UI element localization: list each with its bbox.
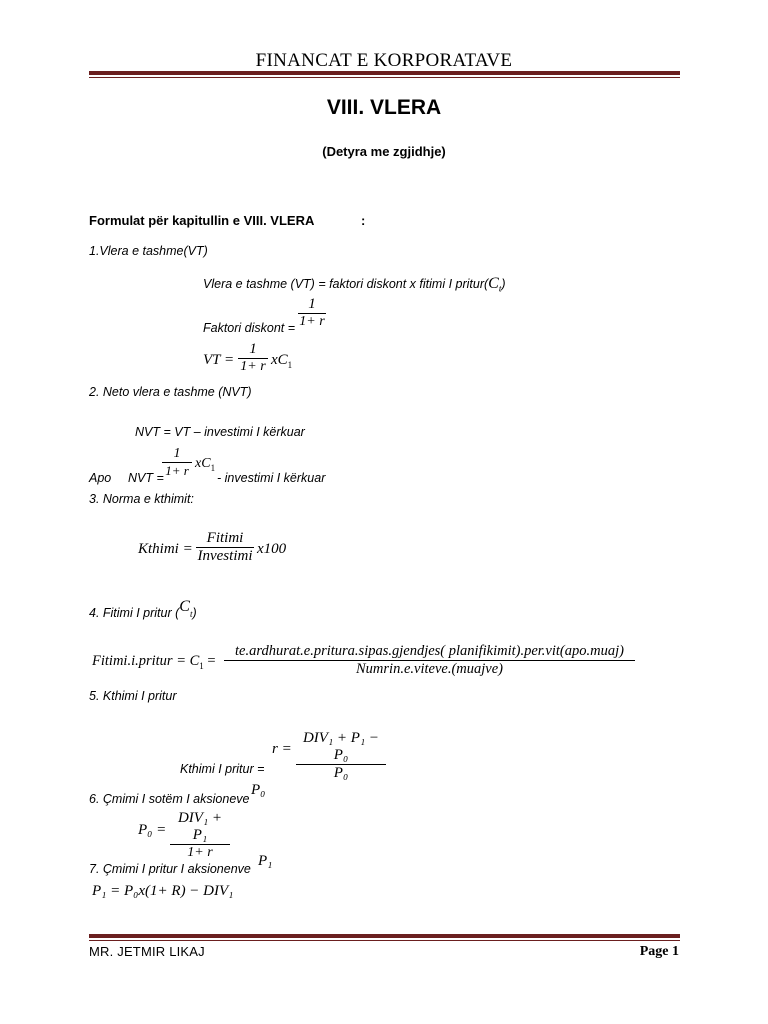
s1-fd-denominator: 1+ r	[299, 314, 325, 329]
s1-vt-xc: xC	[271, 352, 288, 368]
chapter-title: VIII. VLERA	[326, 96, 442, 119]
s5-numerator: DIV₁ + P₁ − P₀	[302, 730, 380, 763]
formulas-heading-colon: :	[361, 213, 366, 228]
s1-heading: 1.Vlera e tashme(VT)	[89, 244, 208, 258]
s4-c-symbol: C	[179, 598, 190, 615]
s7-formula: P₁ = P₀x(1+ R) − DIV₁	[92, 883, 234, 899]
s2-xc	[195, 456, 215, 473]
s5-label: Kthimi I pritur =	[180, 762, 265, 776]
s4-lhs	[92, 653, 216, 671]
s4-denominator: Numrin.e.viteve.(muajve)	[356, 661, 503, 677]
s6-fraction	[170, 810, 230, 861]
s3-denominator: Investimi	[197, 548, 253, 564]
s2-numerator: 1	[173, 446, 181, 461]
s2-tail: - investimi I kërkuar	[217, 471, 326, 485]
s2-xc-text: xC	[195, 456, 211, 471]
s2-denominator: 1+ r	[165, 463, 189, 478]
header-rule-thick	[89, 71, 680, 75]
s2-heading: 2. Neto vlera e tashme (NVT)	[89, 385, 252, 399]
formulas-heading: Formulat për kapitullin e VIII. VLERA	[89, 213, 315, 228]
s2-nvt-lhs: NVT =	[128, 471, 164, 485]
s4-fraction	[224, 643, 635, 678]
s5-fraction	[296, 730, 386, 782]
s1-vt-denominator: 1+ r	[240, 359, 266, 374]
running-header: FINANCAT E KORPORATAVE	[255, 50, 513, 71]
footer-page-number: Page 1	[639, 944, 679, 959]
s7-symbol: P₁	[258, 853, 273, 869]
s4-c-sub: t	[189, 608, 193, 619]
s2-line1: NVT = VT – investimi I kërkuar	[135, 425, 305, 439]
s1-fd-label: Faktori diskont =	[203, 321, 296, 335]
s6-numerator: DIV₁ + P₁	[177, 810, 223, 843]
s4-heading-text: 4. Fitimi I pritur (	[89, 606, 180, 620]
s4-close-paren: )	[192, 606, 197, 620]
s4-lhs-sub: 1	[199, 660, 204, 671]
s6-lhs: P₀ =	[138, 822, 167, 838]
s3-numerator: Fitimi	[206, 530, 244, 546]
footer-author: MR. JETMIR LIKAJ	[89, 944, 205, 959]
s1-fd-numerator: 1	[308, 296, 316, 312]
s5-lhs: r =	[272, 741, 292, 757]
chapter-subtitle: (Detyra me zgjidhje)	[322, 144, 446, 159]
footer-rule-thick	[89, 934, 680, 938]
s7-heading: 7. Çmimi I pritur I aksionenve	[89, 862, 251, 876]
s1-vt-rhs	[271, 352, 292, 370]
s3-lhs: Kthimi =	[138, 541, 193, 557]
s1-close-paren: )	[501, 277, 506, 291]
s3-fraction	[196, 530, 254, 565]
s6-symbol: P₀	[251, 782, 266, 798]
s2-xc-sub: 1	[210, 462, 216, 473]
s1-vt-fraction	[238, 341, 268, 375]
s1-c-sub: t	[498, 283, 502, 294]
s6-denominator: 1+ r	[187, 845, 213, 860]
s1-c-symbol: C	[488, 275, 499, 292]
s2-apo: Apo	[89, 471, 112, 485]
s2-fraction	[162, 446, 192, 479]
s3-heading: 3. Norma e kthimit:	[89, 492, 194, 506]
s1-vt-lhs: VT =	[203, 352, 235, 368]
s4-heading	[89, 598, 197, 623]
s3-tail: x100	[257, 541, 287, 557]
header-rule-thin	[89, 77, 680, 78]
s4-numerator: te.ardhurat.e.pritura.sipas.gjendjes( planifikimit).per.vit(apo.muaj)	[235, 643, 624, 659]
s5-denominator: P₀	[333, 765, 349, 781]
s4-lhs-text: Fitimi.i.pritur = C	[92, 653, 200, 669]
s1-vt-sub: 1	[287, 360, 293, 370]
s1-definition	[203, 275, 506, 294]
footer-rule-thin	[89, 940, 680, 941]
s1-definition-text: Vlera e tashme (VT) = faktori diskont x fitimi I pritur(	[203, 277, 489, 291]
s5-heading: 5. Kthimi I pritur	[89, 689, 177, 703]
s4-eq: =	[207, 653, 216, 669]
s6-heading: 6. Çmimi I sotëm I aksioneve	[89, 792, 250, 806]
s1-vt-numerator: 1	[249, 341, 257, 357]
s1-discount-fraction	[298, 296, 326, 330]
